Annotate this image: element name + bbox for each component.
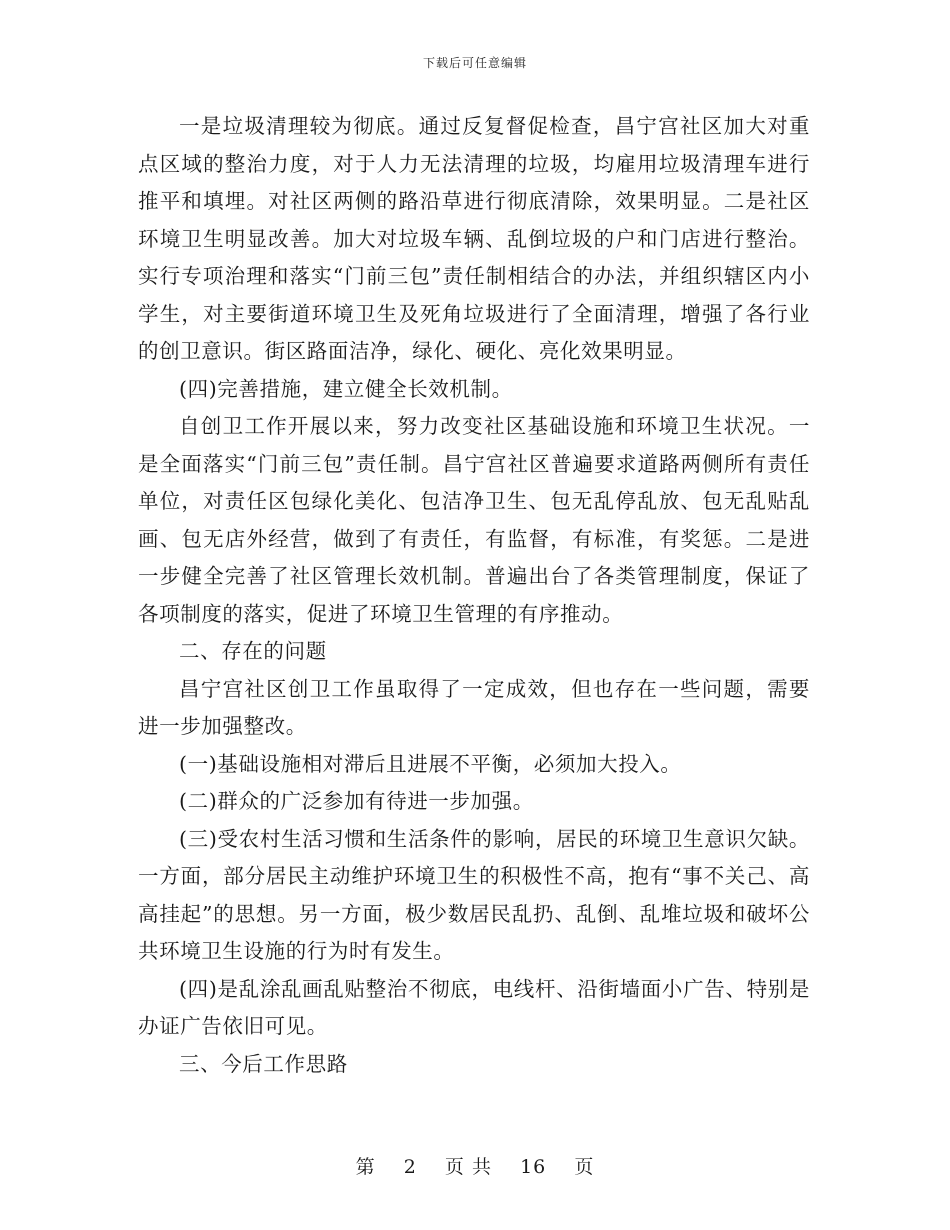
problem-item-3: (三)受农村生活习惯和生活条件的影响，居民的环境卫生意识欠缺。一方面，部分居民主动维护环境卫生的积极性不高，抱有“事不关己、高高挂起”的思想。另一方面，极少数居民乱扔、乱倒、乱堆垃圾和破坏公共环境卫生设施的行为时有发生。 <box>138 826 810 963</box>
footer-middle: 页 共 <box>444 1156 492 1178</box>
page-header-note: 下载后可任意编辑 <box>422 56 527 70</box>
footer-total-pages: 16 <box>520 1156 547 1178</box>
footer-suffix: 页 <box>574 1156 595 1178</box>
section-heading-improve-measures: (四)完善措施，建立健全长效机制。 <box>179 376 513 401</box>
problem-item-1: (一)基础设施相对滞后且进展不平衡，必须加大投入。 <box>179 751 682 776</box>
problem-item-2: (二)群众的广泛参加有待进一步加强。 <box>179 789 534 813</box>
document-body <box>138 108 810 1083</box>
section-heading-future-work: 三、今后工作思路 <box>179 1051 348 1076</box>
footer-current-page: 2 <box>403 1156 417 1178</box>
paragraph-long-term-mechanism: 自创卫工作开展以来，努力改变社区基础设施和环境卫生状况。一是全面落实“门前三包”责任制。昌宁宫社区普遍要求道路两侧所有责任单位，对责任区包绿化美化、包洁净卫生、包无乱停乱放、包无乱贴乱画、包无店外经营，做到了有责任，有监督，有标准，有奖惩。二是进一步健全完善了社区管理长效机制。普遍出台了各类管理制度，保证了各项制度的落实，促进了环境卫生管理的有序推动。 <box>138 414 810 626</box>
page-number-footer <box>0 1152 950 1179</box>
section-heading-existing-problems: 二、存在的问题 <box>179 639 327 663</box>
paragraph-problems-intro: 昌宁宫社区创卫工作虽取得了一定成效，但也存在一些问题，需要进一步加强整改。 <box>138 676 810 738</box>
paragraph-garbage-cleanup: 一是垃圾清理较为彻底。通过反复督促检查，昌宁宫社区加大对重点区域的整治力度，对于人力无法清理的垃圾，均雇用垃圾清理车进行推平和填埋。对社区两侧的路沿草进行彻底清除，效果明显。二是社区环境卫生明显改善。加大对垃圾车辆、乱倒垃圾的户和门店进行整治。实行专项治理和落实“门前三包”责任制相结合的办法，并组织辖区内小学生，对主要街道环境卫生及死角垃圾进行了全面清理，增强了各行业的创卫意识。街区路面洁净，绿化、硬化、亮化效果明显。 <box>138 114 810 363</box>
footer-prefix: 第 <box>355 1156 376 1178</box>
problem-item-4: (四)是乱涂乱画乱贴整治不彻底，电线杆、沿街墙面小广告、特别是办证广告依旧可见。 <box>138 976 810 1038</box>
